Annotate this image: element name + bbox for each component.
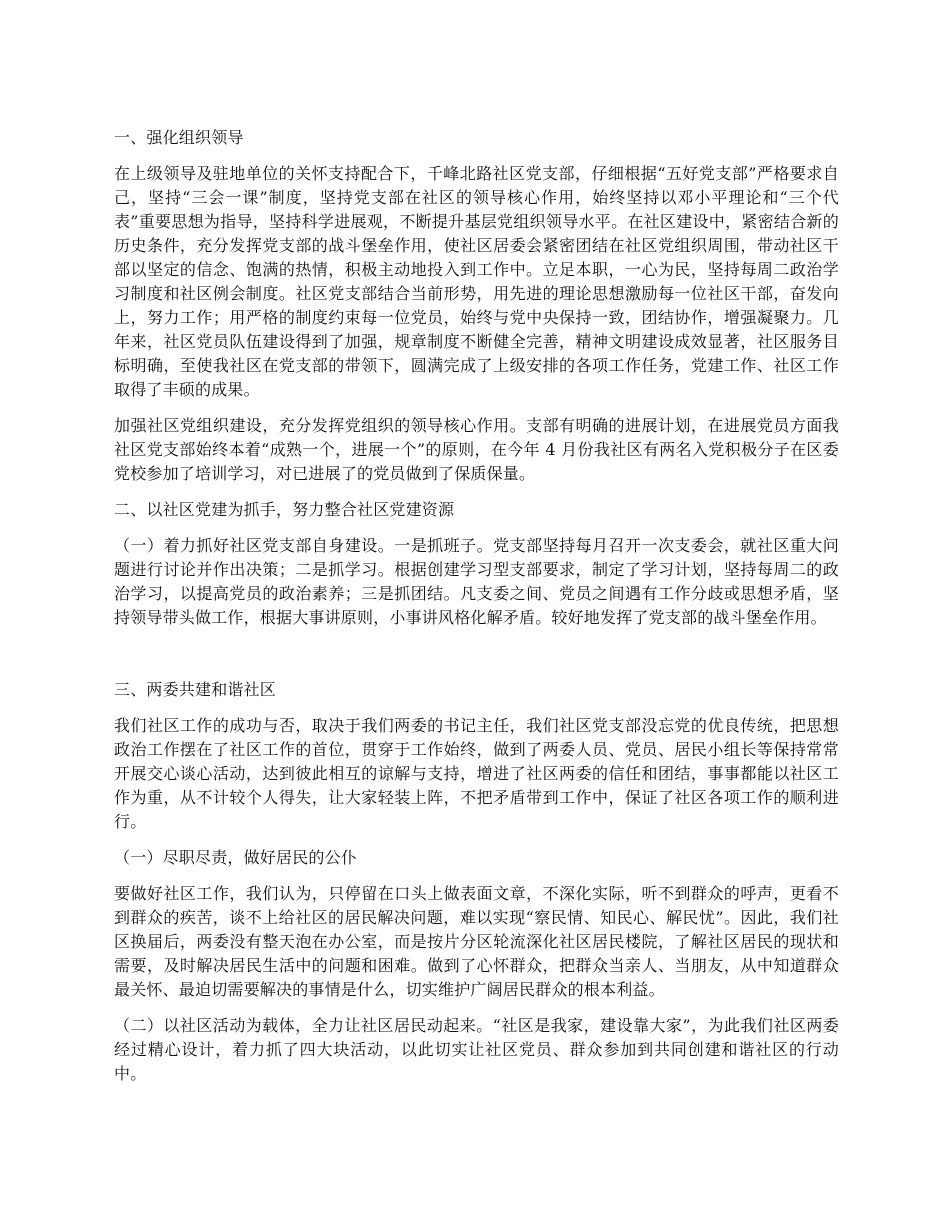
paragraph-2: 加强社区党组织建设，充分发挥党组织的领导核心作用。支部有明确的进展计划，在进展党员方面我社区党支部始终本着“成熟一个，进展一个”的原则，在今年 4 月份我社区有两名入党积极分子在区委党校参加了培训学习，对已进展了的党员做到了保质保量。 xyxy=(114,416,839,483)
paragraph-5: 要做好社区工作，我们认为，只停留在口头上做表面文章，不深化实际，听不到群众的呼声，更看不到群众的疾苦，谈不上给社区的居民解决问题，难以实现“察民情、知民心、解民忧”。因此，我们社区换届后，两委没有整天泡在办公室，而是按片分区轮流深化社区居民楼院，了解社区居民的现状和需要，及时解决居民生活中的问题和困难。做到了心怀群众，把群众当亲人、当朋友，从中知道群众最关怀、最迫切需要解决的事情是什么，切实维护广阔居民群众的根本利益。 xyxy=(114,884,839,999)
paragraph-3: （一）着力抓好社区党支部自身建设。一是抓班子。党支部坚持每月召开一次支委会，就社区重大问题进行讨论并作出决策；二是抓学习。根据创建学习型支部要求，制定了学习计划，坚持每周二的政治学习，以提高党员的政治素养；三是抓团结。凡支委之间、党员之间遇有工作分歧或思想矛盾，坚持领导带头做工作，根据大事讲原则，小事讲风格化解矛盾。较好地发挥了党支部的战斗堡垒作用。 xyxy=(114,536,839,627)
paragraph-4: 我们社区工作的成功与否，取决于我们两委的书记主任，我们社区党支部没忘党的优良传统，把思想政治工作摆在了社区工作的首位，贯穿于工作始终，做到了两委人员、党员、居民小组长等保持常常开展交心谈心活动，达到彼此相互的谅解与支持，增进了社区两委的信任和团结，事事都能以社区工作为重，从不计较个人得失，让大家轻装上阵，不把矛盾带到工作中，保证了社区各项工作的顺利进行。 xyxy=(114,716,839,831)
paragraph-1: 在上级领导及驻地单位的关怀支持配合下，千峰北路社区党支部，仔细根据“五好党支部”严格要求自己，坚持“三会一课”制度，坚持党支部在社区的领导核心作用，始终坚持以邓小平理论和“三个代表”重要思想为指导，坚持科学进展观，不断提升基层党组织领导水平。在社区建设中，紧密结合新的历史条件，充分发挥党支部的战斗堡垒作用，使社区居委会紧密团结在社区党组织周围，带动社区干部以坚定的信念、饱满的热情，积极主动地投入到工作中。立足本职，一心为民，坚持每周二政治学习制度和社区例会制度。社区党支部结合当前形势，用先进的理论思想激励每一位社区干部，奋发向上，努力工作；用严格的制度约束每一位党员，始终与党中央保持一致，团结协作，增强凝聚力。几年来，社区党员队伍建设得到了加强，规章制度不断健全完善，精神文明建设成效显著，社区服务目标明确，至使我社区在党支部的带领下，圆满完成了上级安排的各项工作任务，党建工作、社区工作取得了丰硕的成果。 xyxy=(114,164,839,399)
section-heading-1: 一、强化组织领导 xyxy=(114,128,244,147)
blank-spacer xyxy=(114,642,839,678)
section-heading-2: 二、以社区党建为抓手，努力整合社区党建资源 xyxy=(114,500,455,519)
subsection-heading-1: （一）尽职尽责，做好居民的公仆 xyxy=(114,848,358,867)
section-heading-3: 三、两委共建和谐社区 xyxy=(114,680,277,699)
document-page xyxy=(114,126,839,1098)
paragraph-6: （二）以社区活动为载体，全力让社区居民动起来。“社区是我家，建设靠大家”，为此我们社区两委经过精心设计，着力抓了四大块活动，以此切实让社区党员、群众参加到共同创建和谐社区的行动中。 xyxy=(114,1016,839,1083)
